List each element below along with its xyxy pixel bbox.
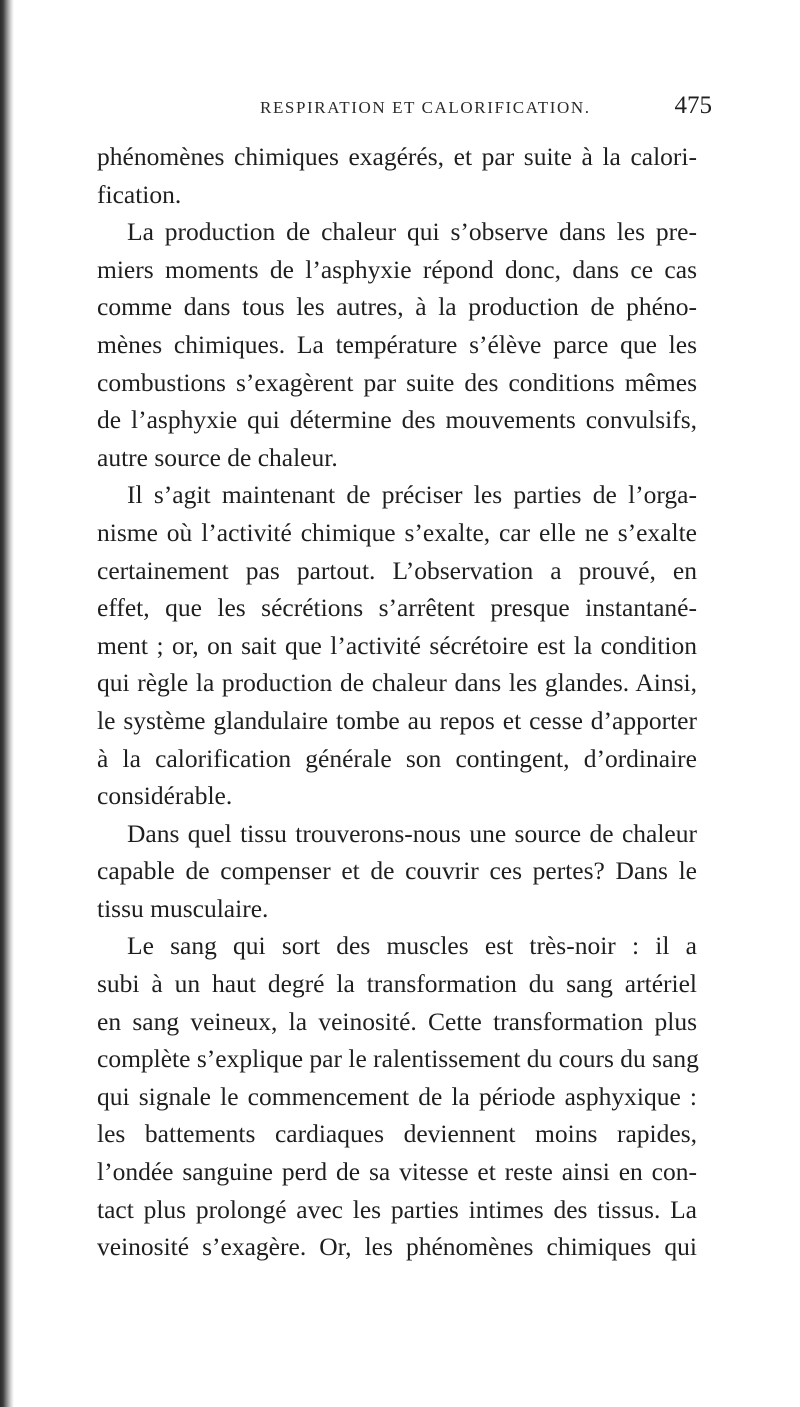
body-text xyxy=(97,138,697,1266)
text-line: combustions s’exagèrent par suite des conditions mêmes xyxy=(97,367,697,397)
text-line: mènes chimiques. La température s’élève parce que les xyxy=(97,329,697,359)
text-line: tact plus prolongé avec les parties intimes des tissus. La xyxy=(97,1194,697,1224)
text-line: de l’asphyxie qui détermine des mouvements convulsifs, xyxy=(97,405,697,435)
text-line: miers moments de l’asphyxie répond donc, dans ce cas xyxy=(97,254,697,284)
text-line: comme dans tous les autres, à la production de phéno- xyxy=(97,292,697,322)
text-line: le système glandulaire tombe au repos et cesse d’apporter xyxy=(97,705,697,735)
text-line: fication. xyxy=(97,179,182,209)
text-line: Le sang qui sort des muscles est très-noir : il a xyxy=(127,931,697,961)
text-line: l’ondée sanguine perd de sa vitesse et reste ainsi en con- xyxy=(97,1157,697,1187)
text-line: phénomènes chimiques exagérés, et par suite à la calori- xyxy=(97,142,697,171)
text-line: complète s’explique par le ralentissement du cours du sang xyxy=(97,1044,699,1074)
text-line: les battements cardiaques deviennent moins rapides, xyxy=(97,1119,697,1149)
text-line: Il s’agit maintenant de préciser les parties de l’orga- xyxy=(127,480,697,510)
text-line: considérable. xyxy=(97,781,233,811)
text-line: Dans quel tissu trouverons-nous une source de chaleur xyxy=(127,818,697,848)
text-line: subi à un haut degré la transformation du sang artériel xyxy=(97,969,697,999)
running-head: RESPIRATION ET CALORIFICATION. xyxy=(260,98,591,117)
text-line: ment ; or, on sait que l’activité sécrétoire est la condition xyxy=(97,630,697,660)
text-line: en sang veineux, la veinosité. Cette transformation plus xyxy=(97,1006,697,1036)
text-line: tissu musculaire. xyxy=(97,893,269,923)
text-line: qui signale le commencement de la période asphyxique : xyxy=(97,1081,697,1111)
page-number: 475 xyxy=(674,92,712,119)
text-line: autre source de chaleur. xyxy=(97,442,338,472)
text-line: effet, que les sécrétions s’arrêtent presque instantané- xyxy=(97,593,697,623)
text-line: qui règle la production de chaleur dans les glandes. Ainsi, xyxy=(97,668,697,698)
text-line: capable de compenser et de couvrir ces pertes? Dans le xyxy=(97,856,697,886)
text-line: La production de chaleur qui s’observe dans les pre- xyxy=(127,217,697,247)
text-line: nisme où l’activité chimique s’exalte, car elle ne s’exalte xyxy=(97,517,697,547)
text-line: certainement pas partout. L’observation a prouvé, en xyxy=(97,555,697,585)
text-line: à la calorification générale son contingent, d’ordinaire xyxy=(97,743,697,773)
text-line: veinosité s’exagère. Or, les phénomènes chimiques qui xyxy=(97,1232,697,1262)
